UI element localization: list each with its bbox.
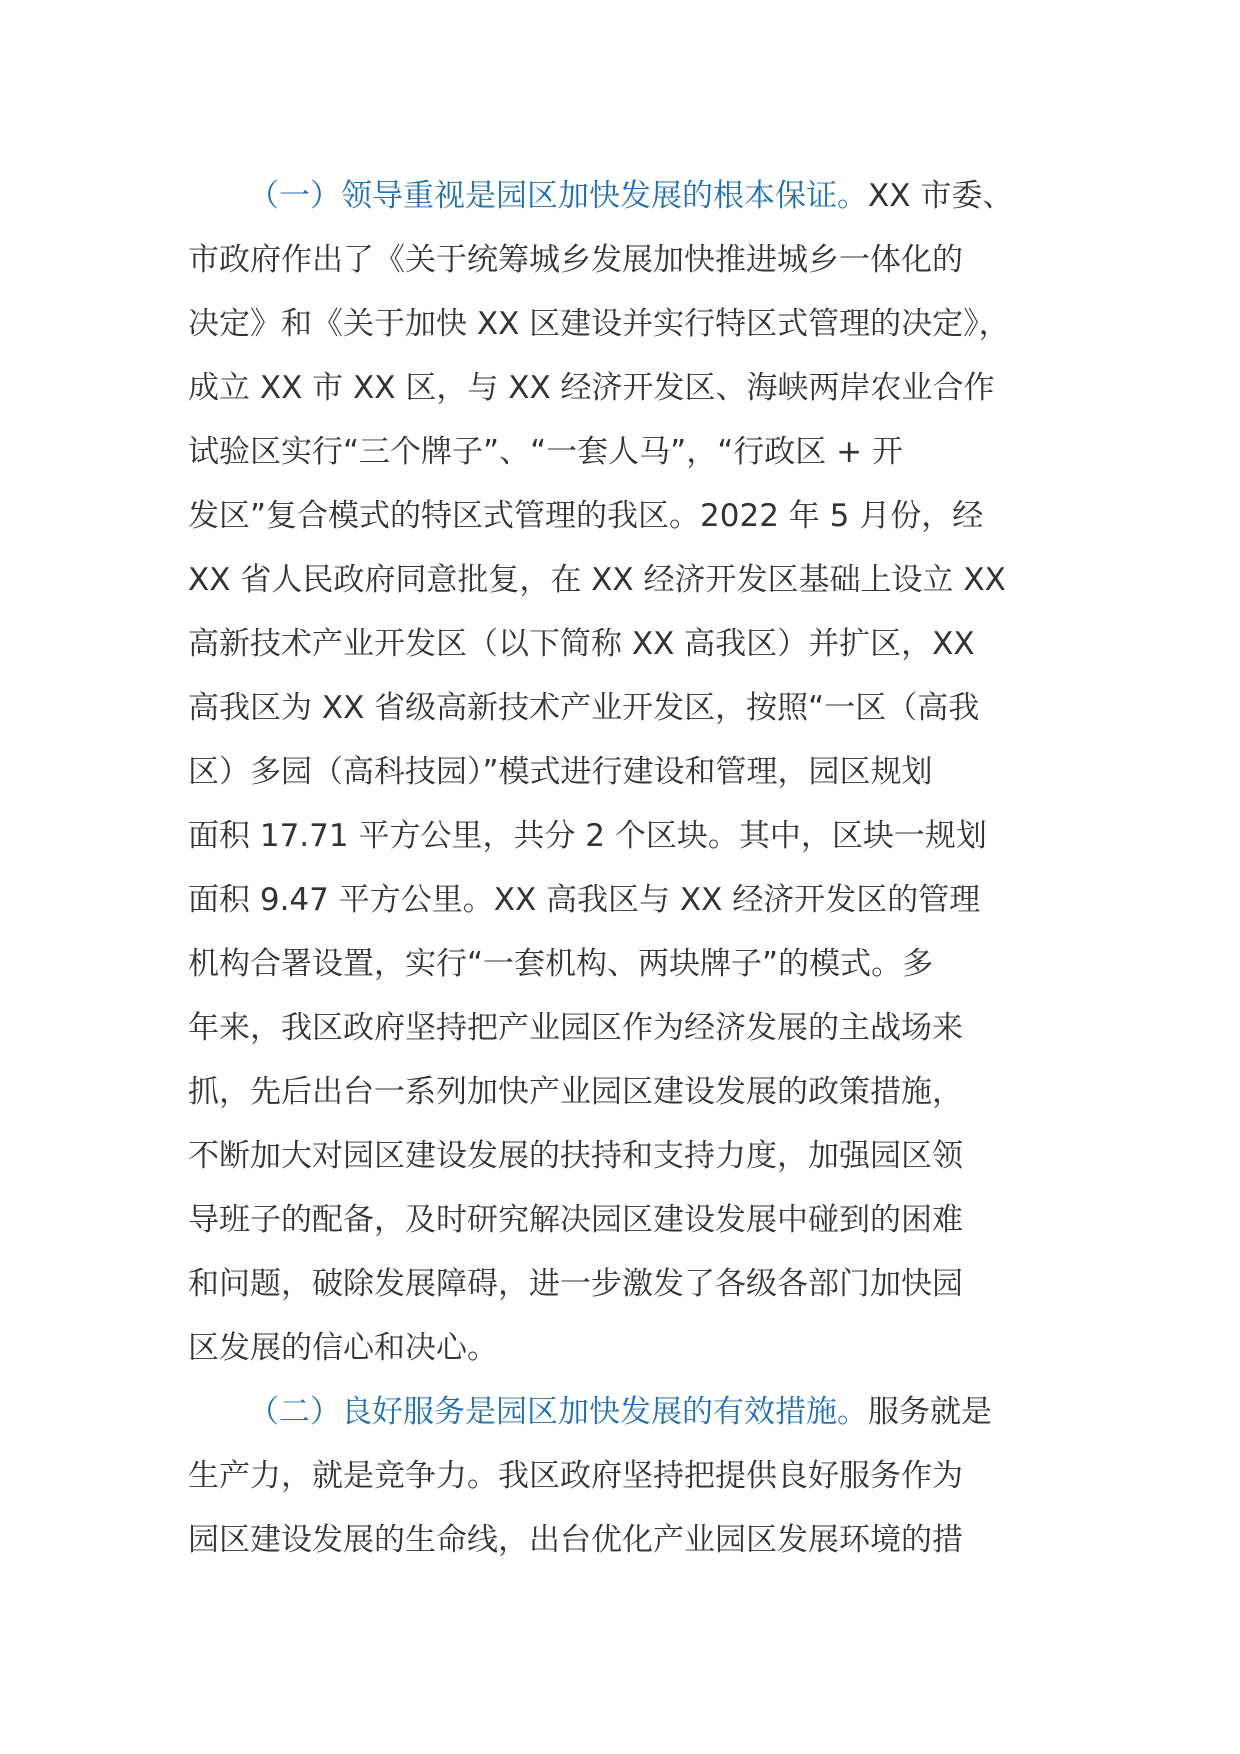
- paragraph-1: [188, 164, 1068, 1380]
- text-line: 导班子的配备，及时研究解决园区建设发展中碰到的困难: [188, 1202, 963, 1238]
- paragraph-2-first-line-text: 服务就是: [868, 1394, 992, 1430]
- paragraph-1-first-line: [188, 164, 1068, 228]
- text-line: 和问题，破除发展障碍，进一步激发了各级各部门加快园: [188, 1266, 963, 1302]
- text-line: 抓，先后出台一系列加快产业园区建设发展的政策措施，: [188, 1074, 963, 1110]
- paragraph-2-first-line: [188, 1380, 1068, 1444]
- text-line: 机构合署设置，实行“一套机构、两块牌子”的模式。多: [188, 946, 934, 982]
- paragraph-2-heading: （二）良好服务是园区加快发展的有效措施。: [248, 1394, 868, 1430]
- paragraph-2: [188, 1380, 1068, 1572]
- text-line: 区发展的信心和决心。: [188, 1330, 498, 1366]
- text-line: 区）多园（高科技园）”模式进行建设和管理，园区规划: [188, 754, 933, 790]
- text-line: 面积 9.47 平方公里。XX 高我区与 XX 经济开发区的管理: [188, 882, 981, 918]
- text-line: 决定》和《关于加快 XX 区建设并实行特区式管理的决定》，: [188, 306, 1010, 342]
- text-line: XX 省人民政府同意批复，在 XX 经济开发区基础上设立 XX: [188, 562, 1006, 598]
- text-line: 园区建设发展的生命线，出台优化产业园区发展环境的措: [188, 1522, 963, 1558]
- text-line: 试验区实行“三个牌子”、“一套人马”，“行政区 + 开: [188, 434, 903, 470]
- paragraph-1-first-line-text: XX 市委、: [868, 178, 1014, 214]
- text-line: 高新技术产业开发区（以下简称 XX 高我区）并扩区，XX: [188, 626, 975, 662]
- document-body: [188, 164, 1068, 1572]
- text-line: 成立 XX 市 XX 区，与 XX 经济开发区、海峡两岸农业合作: [188, 370, 995, 406]
- text-line: 生产力，就是竞争力。我区政府坚持把提供良好服务作为: [188, 1458, 963, 1494]
- text-line: 年来，我区政府坚持把产业园区作为经济发展的主战场来: [188, 1010, 963, 1046]
- text-line: 不断加大对园区建设发展的扶持和支持力度，加强园区领: [188, 1138, 963, 1174]
- text-line: 市政府作出了《关于统筹城乡发展加快推进城乡一体化的: [188, 242, 963, 278]
- text-line: 发区”复合模式的特区式管理的我区。2022 年 5 月份，经: [188, 498, 984, 534]
- text-line: 面积 17.71 平方公里，共分 2 个区块。其中，区块一规划: [188, 818, 987, 854]
- paragraph-1-heading: （一）领导重视是园区加快发展的根本保证。: [248, 178, 868, 214]
- text-line: 高我区为 XX 省级高新技术产业开发区，按照“一区（高我: [188, 690, 980, 726]
